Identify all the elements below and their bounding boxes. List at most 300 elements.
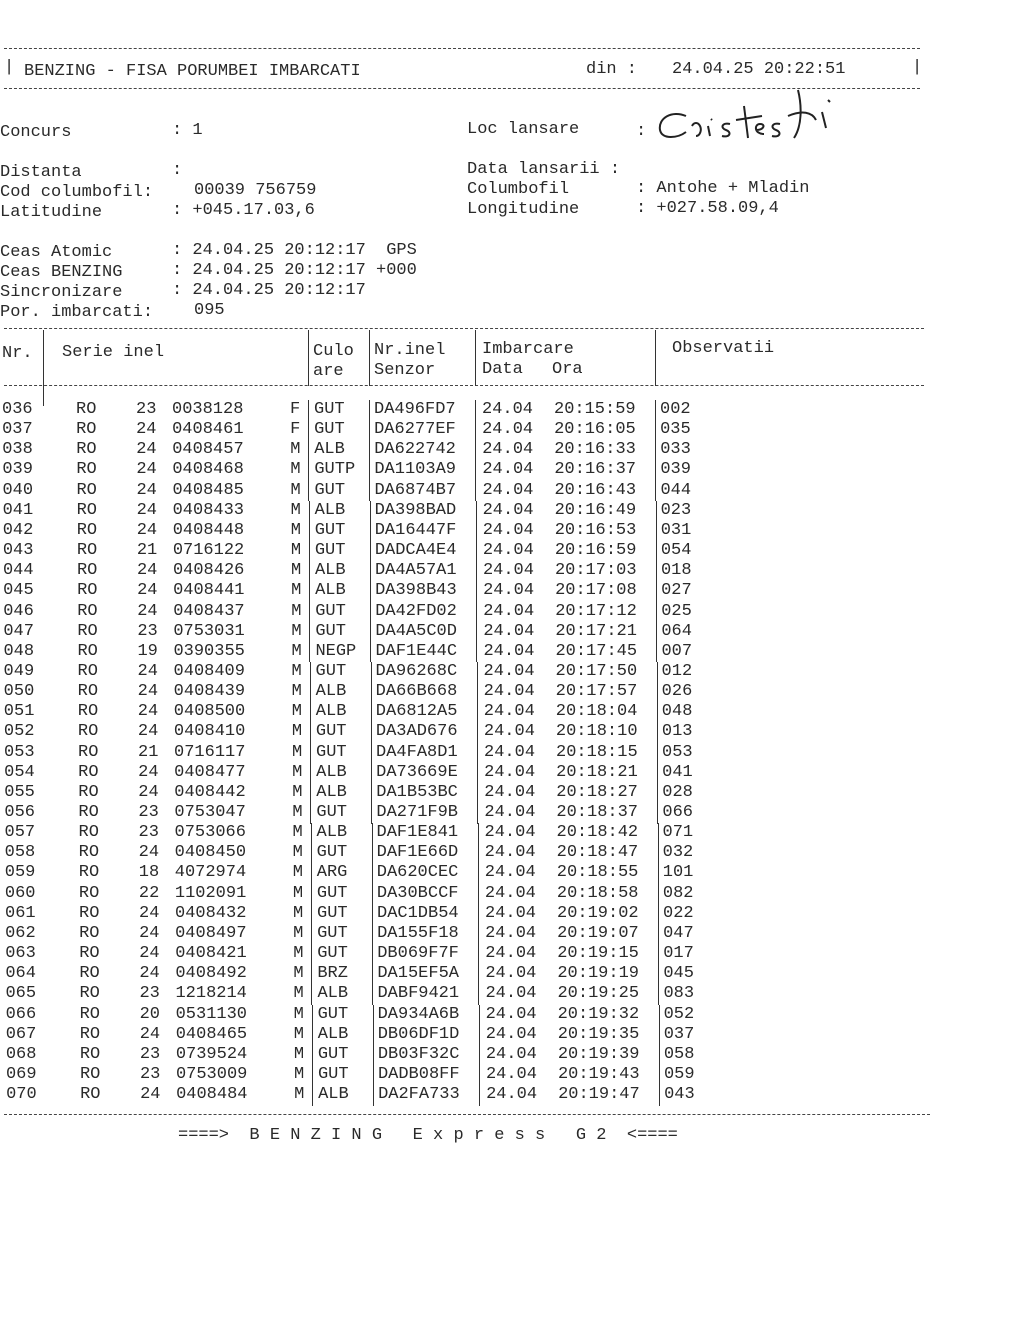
cell-culoare: GUT xyxy=(314,541,346,561)
cell-observatii: 025 xyxy=(661,601,692,621)
cell-ring-number: 0408461 xyxy=(172,420,244,440)
cell-year: 24 xyxy=(139,944,160,964)
row-divider-imbarcare xyxy=(656,541,657,562)
row-divider-culoare xyxy=(370,561,371,582)
cell-ring-number: 0408441 xyxy=(173,581,245,601)
row-divider-nrinel xyxy=(478,863,479,884)
cell-data: 24.04 xyxy=(482,460,534,480)
cell-year: 24 xyxy=(136,460,157,480)
cell-sex: M xyxy=(292,742,303,762)
distanta-label: Distanta xyxy=(0,163,82,182)
cell-observatii: 052 xyxy=(663,1004,695,1024)
cell-culoare: ALB xyxy=(315,702,347,722)
cell-observatii: 028 xyxy=(662,782,693,802)
col-header-ora: Ora xyxy=(552,360,583,379)
cell-country: RO xyxy=(79,1004,100,1024)
cell-culoare: ALB xyxy=(317,1024,349,1044)
cell-nr-inel-senzor: DA6277EF xyxy=(374,420,456,440)
cell-nr-inel-senzor: DA96268C xyxy=(375,661,458,681)
cell-country: RO xyxy=(77,581,98,601)
cell-observatii: 033 xyxy=(660,440,691,460)
cell-nr-inel-senzor: DA15EF5A xyxy=(377,964,459,984)
row-divider-imbarcare xyxy=(656,581,657,602)
cell-sex: M xyxy=(294,1085,305,1105)
row-divider-imbarcare xyxy=(658,904,659,925)
cell-ora: 20:17:45 xyxy=(555,641,638,661)
cell-year: 23 xyxy=(138,823,159,843)
row-divider-nrinel xyxy=(476,602,477,623)
cell-sex: M xyxy=(291,682,302,702)
row-divider-serie xyxy=(311,964,312,985)
row-divider-nrinel xyxy=(477,783,478,804)
row-divider-culoare xyxy=(372,863,373,884)
cell-nr: 059 xyxy=(4,863,36,883)
cell-ora: 20:16:05 xyxy=(554,420,636,440)
cell-ring-number: 0408457 xyxy=(172,440,244,460)
cell-year: 23 xyxy=(138,803,159,822)
cell-nr: 054 xyxy=(4,762,35,782)
cell-observatii: 032 xyxy=(662,843,694,863)
cell-culoare: GUT xyxy=(316,843,348,863)
cell-ring-number: 0408439 xyxy=(173,682,246,702)
cell-observatii: 039 xyxy=(660,460,691,480)
cell-sex: M xyxy=(290,541,302,561)
row-divider-nrinel xyxy=(475,460,476,481)
cell-nr: 064 xyxy=(5,964,36,984)
cod-columbofil-value: 00039 756759 xyxy=(194,181,317,200)
row-divider-serie xyxy=(310,722,311,743)
row-divider-culoare xyxy=(370,581,371,602)
cell-ora: 20:16:53 xyxy=(554,520,637,540)
cell-country: RO xyxy=(78,823,99,843)
cell-nr: 045 xyxy=(3,581,34,601)
cell-nr: 048 xyxy=(3,641,35,661)
cell-nr: 061 xyxy=(5,903,36,923)
row-divider-serie xyxy=(310,662,311,683)
cell-nr-inel-senzor: DABF9421 xyxy=(377,984,460,1004)
cell-culoare: GUT xyxy=(317,1004,349,1024)
cell-sex: M xyxy=(292,883,304,903)
row-divider-serie xyxy=(308,481,309,502)
cell-year: 19 xyxy=(137,641,158,661)
cell-year: 23 xyxy=(139,984,160,1004)
cell-ora: 20:17:03 xyxy=(554,561,637,581)
row-divider-imbarcare xyxy=(658,884,659,905)
cell-sex: M xyxy=(293,1004,304,1024)
cell-ring-number: 4072974 xyxy=(174,863,247,883)
row-divider-serie xyxy=(310,702,311,723)
cell-ring-number: 0408432 xyxy=(175,903,247,923)
ceas-benzing-label: Ceas BENZING xyxy=(0,263,123,282)
concurs-label: Concurs xyxy=(0,123,72,142)
cell-nr: 050 xyxy=(3,682,35,702)
row-divider-serie xyxy=(311,924,312,945)
row-divider-imbarcare xyxy=(656,602,657,623)
cell-country: RO xyxy=(77,682,99,702)
cell-observatii: 064 xyxy=(661,621,692,641)
cell-nr: 042 xyxy=(2,520,34,540)
cell-culoare: NEGP xyxy=(315,641,357,661)
cell-sex: M xyxy=(290,500,301,520)
cell-culoare: ALB xyxy=(314,561,346,581)
cell-sex: M xyxy=(291,601,302,621)
cell-country: RO xyxy=(77,661,98,681)
row-divider-nrinel xyxy=(479,1025,480,1046)
row-divider-nrinel xyxy=(475,400,476,421)
cell-data: 24.04 xyxy=(482,420,534,440)
cell-nr-inel-senzor: DA2FA733 xyxy=(378,1085,460,1105)
cell-observatii: 048 xyxy=(661,702,693,722)
cell-nr: 040 xyxy=(2,480,34,500)
cell-data: 24.04 xyxy=(482,440,534,460)
cell-culoare: GUT xyxy=(314,420,345,440)
cell-data: 24.04 xyxy=(483,661,535,681)
row-divider-nrinel xyxy=(479,1045,480,1066)
cell-ring-number: 0753047 xyxy=(174,803,246,822)
row-divider-serie xyxy=(312,1025,313,1046)
cell-ring-number: 0739524 xyxy=(175,1044,248,1064)
cell-observatii: 101 xyxy=(662,863,694,883)
row-divider-imbarcare xyxy=(655,460,656,481)
row-divider-culoare xyxy=(371,682,372,703)
cell-data: 24.04 xyxy=(484,742,536,762)
cell-observatii: 002 xyxy=(660,400,691,419)
row-divider-imbarcare xyxy=(657,803,658,824)
cell-nr: 041 xyxy=(2,500,34,520)
cell-ring-number: 0390355 xyxy=(173,641,245,661)
col-header-nr: Nr. xyxy=(2,344,33,363)
row-divider-imbarcare xyxy=(658,823,659,844)
cell-culoare: ALB xyxy=(318,1085,349,1105)
cell-country: RO xyxy=(76,420,97,440)
cell-nr: 044 xyxy=(2,561,34,581)
row-divider-nrinel xyxy=(478,984,479,1005)
row-divider-culoare xyxy=(372,904,373,925)
cell-ring-number: 0716117 xyxy=(174,742,246,762)
row-divider-imbarcare xyxy=(659,1065,660,1086)
cell-country: RO xyxy=(76,561,98,581)
cell-ring-number: 0408468 xyxy=(172,460,244,480)
cell-country: RO xyxy=(79,944,100,964)
cell-sex: M xyxy=(293,1024,304,1044)
cell-ora: 20:19:47 xyxy=(558,1085,640,1105)
row-divider-imbarcare xyxy=(656,561,657,582)
cell-ora: 20:17:21 xyxy=(555,621,637,641)
row-divider-culoare xyxy=(373,1005,374,1026)
cell-observatii: 047 xyxy=(663,923,694,943)
row-divider-culoare xyxy=(370,521,371,542)
row-divider-culoare xyxy=(372,984,373,1005)
cell-ora: 20:18:47 xyxy=(556,843,639,863)
cell-data: 24.04 xyxy=(485,1044,537,1064)
row-divider-imbarcare xyxy=(655,440,656,461)
cell-ora: 20:17:12 xyxy=(555,601,637,621)
row-divider-nrinel xyxy=(475,420,476,441)
cell-ora: 20:18:55 xyxy=(556,863,639,883)
row-divider-nrinel xyxy=(476,541,477,562)
cell-data: 24.04 xyxy=(483,601,535,621)
cell-nr: 062 xyxy=(5,923,36,943)
row-divider-imbarcare xyxy=(659,1085,660,1106)
cell-year: 21 xyxy=(136,541,158,561)
row-divider-nrinel xyxy=(475,481,476,502)
row-divider-imbarcare xyxy=(658,964,659,985)
cell-data: 24.04 xyxy=(485,903,537,923)
loc-lansare-sep: : xyxy=(636,122,647,141)
cell-nr: 051 xyxy=(3,702,35,722)
cell-year: 24 xyxy=(139,1024,161,1044)
cell-culoare: ALB xyxy=(314,500,346,520)
cell-nr: 069 xyxy=(5,1064,37,1084)
cell-year: 24 xyxy=(139,903,160,923)
cell-sex: M xyxy=(290,440,301,460)
cell-sex: M xyxy=(293,944,304,964)
row-divider-nrinel xyxy=(477,662,478,683)
table-bottom-border xyxy=(4,1114,930,1115)
cell-country: RO xyxy=(76,541,98,561)
ceas-atomic-label: Ceas Atomic xyxy=(0,243,113,262)
page-title: BENZING - FISA PORUMBEI IMBARCATI xyxy=(24,62,361,81)
row-divider-serie xyxy=(308,420,309,441)
sincronizare-value: : 24.04.25 20:12:17 xyxy=(172,281,366,300)
cell-culoare: BRZ xyxy=(317,964,348,984)
cell-nr-inel-senzor: DA622742 xyxy=(374,440,456,460)
cell-ring-number: 0408421 xyxy=(175,944,247,964)
cell-culoare: GUT xyxy=(314,480,346,500)
cell-sex: M xyxy=(290,480,301,500)
cell-sex: M xyxy=(292,803,303,822)
cell-country: RO xyxy=(78,863,100,883)
concurs-value: : 1 xyxy=(172,121,203,140)
row-divider-serie xyxy=(308,400,309,421)
col-header-nrinel-1: Nr.inel xyxy=(374,341,446,360)
cell-country: RO xyxy=(76,500,97,520)
cell-nr: 067 xyxy=(5,1024,37,1044)
cell-sex: M xyxy=(291,722,303,742)
row-divider-culoare xyxy=(372,944,373,965)
cell-culoare: GUT xyxy=(314,520,346,540)
cell-nr: 038 xyxy=(2,440,33,460)
cell-nr-inel-senzor: DADCA4E4 xyxy=(374,541,457,561)
cell-nr-inel-senzor: DA30BCCF xyxy=(376,883,459,903)
cell-ora: 20:19:35 xyxy=(557,1024,640,1044)
cell-ring-number: 0408409 xyxy=(173,661,245,681)
cell-nr: 046 xyxy=(3,601,34,621)
col-header-imbarcare: Imbarcare xyxy=(482,340,574,359)
row-divider-nrinel xyxy=(478,964,479,985)
col-header-serie: Serie inel xyxy=(62,343,165,362)
row-divider-serie xyxy=(309,581,310,602)
cell-ring-number: 0531130 xyxy=(175,1004,248,1024)
columbofil-label: Columbofil xyxy=(467,180,570,199)
cell-ring-number: 0408437 xyxy=(173,601,245,621)
cell-observatii: 018 xyxy=(660,561,692,581)
row-divider-imbarcare xyxy=(659,1045,660,1066)
row-divider-culoare xyxy=(370,541,371,562)
cell-year: 24 xyxy=(138,782,159,802)
col-divider-nrinel xyxy=(475,330,476,386)
cell-observatii: 054 xyxy=(660,541,692,561)
header-right-bar: | xyxy=(912,58,923,77)
distanta-sep: : xyxy=(172,161,183,180)
cell-nr: 043 xyxy=(2,541,34,561)
longitudine-label: Longitudine xyxy=(467,200,580,219)
cell-data: 24.04 xyxy=(483,702,535,722)
cell-data: 24.04 xyxy=(482,561,534,581)
cell-culoare: ALB xyxy=(314,440,345,460)
cell-data: 24.04 xyxy=(485,964,537,984)
row-divider-culoare xyxy=(370,622,371,643)
row-divider-culoare xyxy=(369,440,370,461)
cell-data: 24.04 xyxy=(482,400,534,419)
cell-ora: 20:16:33 xyxy=(554,440,636,460)
cell-ring-number: 0408426 xyxy=(172,561,245,581)
cell-year: 21 xyxy=(138,742,159,762)
cell-country: RO xyxy=(79,1024,101,1044)
cell-year: 24 xyxy=(137,581,158,601)
cell-country: RO xyxy=(79,984,100,1004)
cell-data: 24.04 xyxy=(485,1064,537,1084)
cell-culoare: GUT xyxy=(317,1064,349,1084)
cell-year: 18 xyxy=(138,863,160,883)
cell-ora: 20:17:50 xyxy=(555,661,638,681)
row-divider-culoare xyxy=(371,743,372,764)
col-header-observatii: Observatii xyxy=(672,339,775,358)
cell-data: 24.04 xyxy=(484,883,536,903)
row-divider-imbarcare xyxy=(657,682,658,703)
cell-ora: 20:18:42 xyxy=(556,823,639,843)
cell-ora: 20:18:15 xyxy=(556,742,638,762)
row-divider-serie xyxy=(312,1045,313,1066)
cell-data: 24.04 xyxy=(483,641,535,661)
cell-nr-inel-senzor: DA155F18 xyxy=(377,923,459,943)
cell-nr: 070 xyxy=(6,1085,37,1105)
header-top-border xyxy=(4,48,920,49)
row-divider-serie xyxy=(311,823,312,844)
cell-nr-inel-senzor: DB03F32C xyxy=(377,1044,460,1064)
cell-observatii: 041 xyxy=(662,762,693,782)
row-divider-nrinel xyxy=(478,884,479,905)
cell-data: 24.04 xyxy=(482,480,534,500)
cell-data: 24.04 xyxy=(484,782,536,802)
cell-nr-inel-senzor: DA398B43 xyxy=(375,581,457,601)
row-divider-culoare xyxy=(370,602,371,623)
row-divider-culoare xyxy=(371,722,372,743)
row-divider-nrinel xyxy=(479,1085,480,1106)
cell-nr: 036 xyxy=(2,400,33,419)
cell-nr-inel-senzor: DA4A57A1 xyxy=(374,561,457,581)
cell-nr-inel-senzor: DA42FD02 xyxy=(375,601,457,621)
cell-observatii: 023 xyxy=(660,500,692,520)
din-label: din : xyxy=(586,60,638,79)
cell-country: RO xyxy=(79,903,100,923)
cell-data: 24.04 xyxy=(485,984,537,1004)
cell-data: 24.04 xyxy=(485,1024,537,1044)
cod-columbofil-label: Cod columbofil: xyxy=(0,183,154,202)
cell-sex: M xyxy=(291,621,302,641)
row-divider-nrinel xyxy=(475,440,476,461)
cell-country: RO xyxy=(78,843,100,863)
row-divider-serie xyxy=(311,904,312,925)
cell-data: 24.04 xyxy=(484,863,536,883)
cell-country: RO xyxy=(76,400,97,419)
cell-observatii: 027 xyxy=(661,581,692,601)
row-divider-culoare xyxy=(369,400,370,421)
cell-culoare: GUT xyxy=(315,661,347,681)
cell-sex: M xyxy=(291,641,302,661)
cell-year: 24 xyxy=(139,964,160,984)
row-divider-imbarcare xyxy=(657,783,658,804)
cell-nr-inel-senzor: DA6874B7 xyxy=(374,480,457,500)
cell-nr: 056 xyxy=(4,803,35,822)
cell-ring-number: 0753066 xyxy=(174,823,246,843)
row-divider-culoare xyxy=(371,803,372,824)
row-divider-nrinel xyxy=(479,1065,480,1086)
cell-country: RO xyxy=(77,641,98,661)
cell-data: 24.04 xyxy=(483,581,535,601)
cell-year: 24 xyxy=(140,1085,161,1105)
data-lansarii-label: Data lansarii : xyxy=(467,160,621,179)
row-divider-culoare xyxy=(369,420,370,441)
cell-ring-number: 0408484 xyxy=(176,1085,248,1105)
cell-sex: M xyxy=(292,762,303,782)
row-divider-serie xyxy=(308,440,309,461)
sincronizare-label: Sincronizare xyxy=(0,283,123,302)
row-divider-culoare xyxy=(370,642,371,663)
cell-country: RO xyxy=(78,762,99,782)
row-divider-nrinel xyxy=(478,904,479,925)
cell-culoare: GUT xyxy=(314,400,345,419)
row-divider-serie xyxy=(309,642,310,663)
cell-year: 24 xyxy=(137,682,159,702)
cell-nr-inel-senzor: DAF1E66D xyxy=(376,843,459,863)
cell-year: 23 xyxy=(139,1044,161,1064)
row-divider-nrinel xyxy=(477,722,478,743)
row-divider-imbarcare xyxy=(656,501,657,522)
cell-nr: 068 xyxy=(5,1044,37,1064)
cell-observatii: 043 xyxy=(664,1085,695,1105)
cell-culoare: GUT xyxy=(317,1044,349,1064)
row-divider-nrinel xyxy=(478,823,479,844)
cell-country: RO xyxy=(76,480,97,500)
cell-nr: 055 xyxy=(4,782,35,802)
cell-observatii: 083 xyxy=(663,984,695,1004)
row-divider-nrinel xyxy=(478,944,479,965)
row-divider-serie xyxy=(312,1085,313,1106)
table-header-top-border xyxy=(4,328,924,329)
cell-nr-inel-senzor: DA73669E xyxy=(376,762,458,782)
row-divider-serie xyxy=(310,803,311,824)
row-divider-imbarcare xyxy=(658,984,659,1005)
row-divider-serie xyxy=(309,541,310,562)
cell-nr-inel-senzor: DA934A6B xyxy=(377,1004,460,1024)
cell-observatii: 035 xyxy=(660,420,691,440)
row-divider-culoare xyxy=(373,1085,374,1106)
cell-sex: M xyxy=(291,581,302,601)
row-divider-imbarcare xyxy=(658,944,659,965)
row-divider-culoare xyxy=(369,460,370,481)
cell-year: 24 xyxy=(138,843,160,863)
row-divider-nrinel xyxy=(477,803,478,824)
cell-country: RO xyxy=(77,621,98,641)
cell-ring-number: 0408497 xyxy=(175,923,247,943)
cell-observatii: 071 xyxy=(662,823,694,843)
cell-nr: 060 xyxy=(4,883,36,903)
row-divider-culoare xyxy=(372,843,373,864)
cell-culoare: GUT xyxy=(315,722,347,742)
cell-ora: 20:15:59 xyxy=(554,400,636,419)
cell-nr: 063 xyxy=(5,944,36,964)
